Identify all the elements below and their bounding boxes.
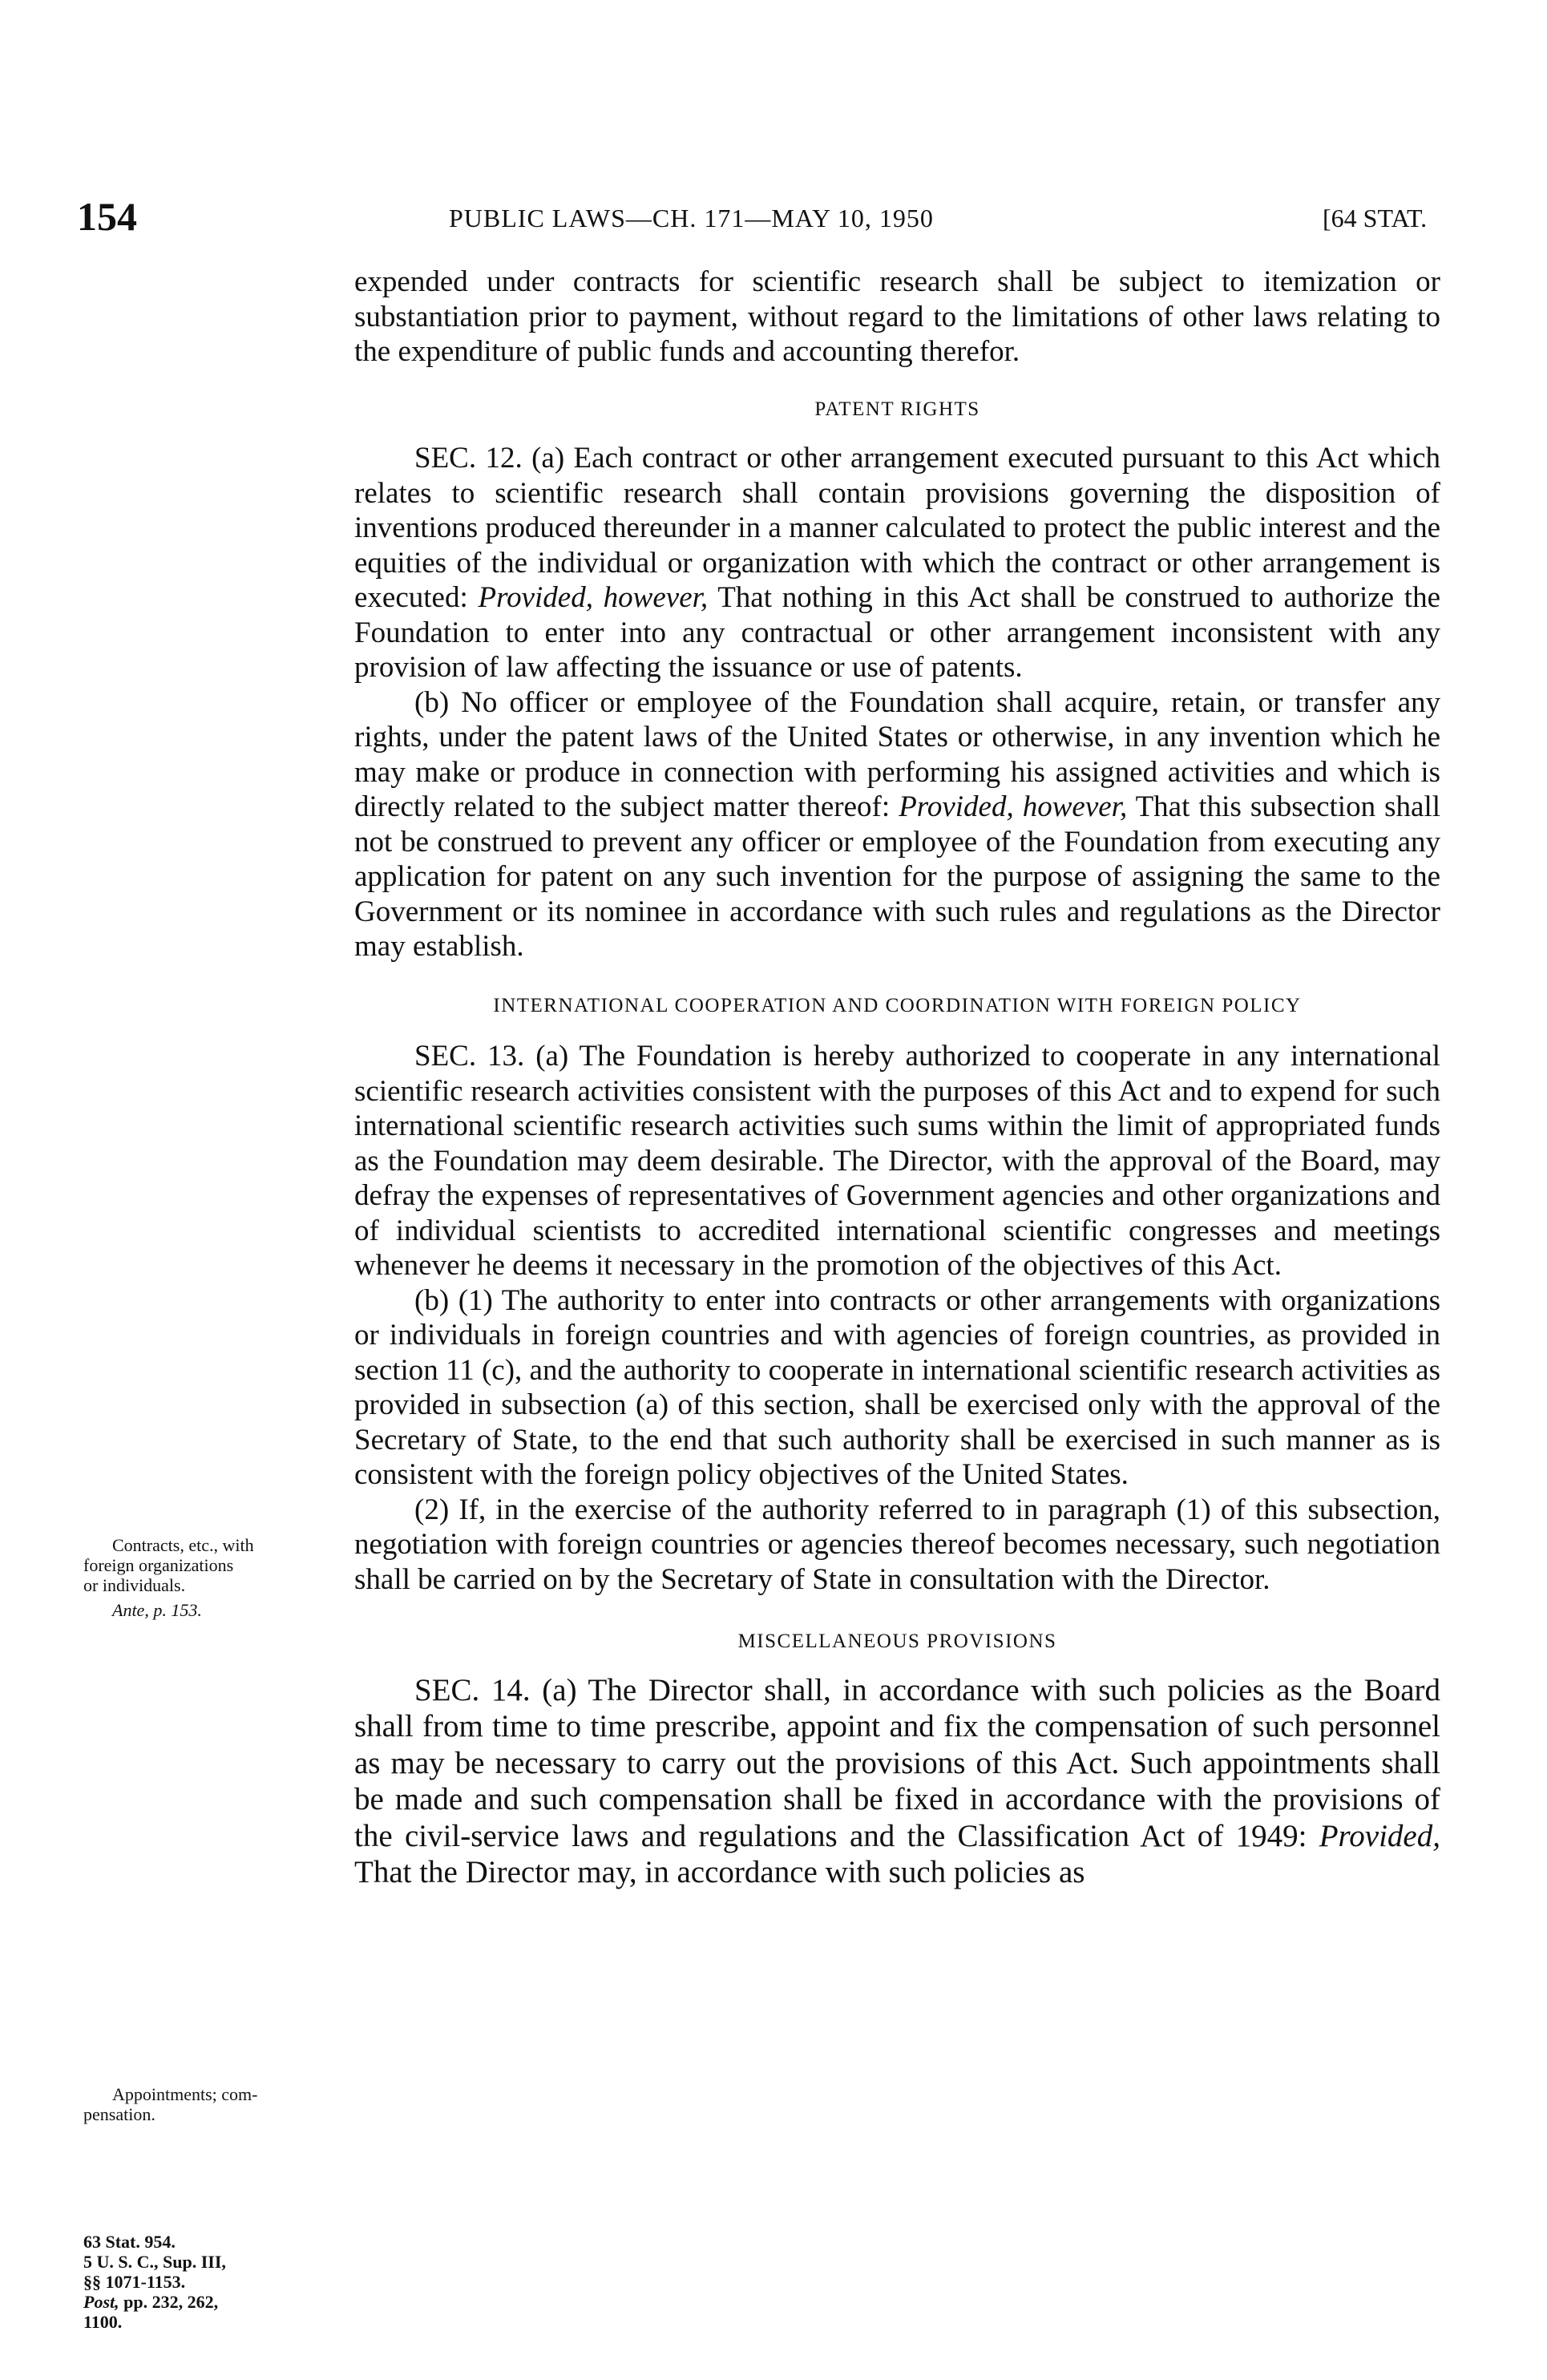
sec14-a-proviso: Provided, bbox=[1319, 1818, 1440, 1853]
stat-reference: [64 STAT. bbox=[1323, 204, 1428, 232]
margin-note-post: Post, bbox=[83, 2292, 119, 2312]
heading-miscellaneous: MISCELLANEOUS PROVISIONS bbox=[737, 1630, 1057, 1652]
sec12-b-text-1: (b) No officer or employee of the Foundation shall acquire, retain, or transfer any rights, under the patent laws of the United States or otherwise, in any invention which he may make or produce in connection with performing his assigned activities and which is directly related to the subject matter thereof: bbox=[354, 685, 1440, 823]
sec14-label: SEC. 14. bbox=[414, 1672, 531, 1707]
margin-note-reference: Ante, p. 153. bbox=[112, 1600, 202, 1620]
page-number: 154 bbox=[77, 194, 137, 239]
intro-paragraph: expended under contracts for scientific research shall be subject to itemization or substantiation prior to payment, without regard to the limitations of other laws relating to the expenditure of public funds and accounting therefor. bbox=[354, 265, 1440, 368]
sec12-a-paragraph bbox=[354, 441, 1440, 685]
sec13-b1-paragraph: (b) (1) The authority to enter into contracts or other arrangements with organizations or individuals in foreign countries and with agencies of foreign countries, as provided in section 11 (c), and the authority to cooperate in international scientific research activities as provided in subsection (a) of this section, shall be exercised only with the approval of the Secretary of State, to the end that such authority shall be exercised in such manner as is consistent with the foreign policy objectives of the United States. bbox=[354, 1283, 1440, 1491]
margin-note-appointments bbox=[83, 2084, 348, 2124]
sec12-a-proviso: Provided, however, bbox=[478, 581, 709, 614]
sec12-label: SEC. 12. bbox=[414, 442, 523, 475]
heading-international: INTERNATIONAL COOPERATION AND COORDINATION WITH FOREIGN POLICY bbox=[493, 994, 1302, 1016]
sec12-b-paragraph bbox=[354, 685, 1440, 964]
sec13-b2-paragraph: (2) If, in the exercise of the authority referred to in paragraph (1) of this subsection, negotiation with foreign countries or agencies thereof becomes necessary, such negotiation shall be carried on by the Secretary of State in consultation with the Director. bbox=[354, 1493, 1440, 1596]
sec13-a-text: (a) The Foundation is hereby authorized to cooperate in any international scientific research activities consistent with the purposes of this Act and to expend for such international scientific research activities such sums within the limit of appropriated funds as the Foundation may deem desirable. The Director, with the approval of the Board, may defray the expenses of representatives of Government agencies and other organizations and of individual scientists to accredited international scientific congresses and meetings whenever he deems it necessary in the promotion of the objectives of this Act. bbox=[354, 1040, 1441, 1282]
sec12-b-text-2: That this subsection shall not be construed to prevent any officer or employee of the Foundation from executing any application for patent on any such invention for the purpose of assigning the same to the Government or its nominee in accordance with such rules and regulations as the Director may establish. bbox=[354, 790, 1440, 963]
margin-note-line: pensation. bbox=[83, 2104, 156, 2124]
margin-note-line: §§ 1071-1153. bbox=[83, 2272, 186, 2292]
body-text bbox=[354, 265, 1440, 1891]
margin-note-citations bbox=[83, 2232, 348, 2332]
margin-note-line: 5 U. S. C., Sup. III, bbox=[83, 2252, 226, 2272]
margin-note-pages: pp. 232, 262, bbox=[119, 2292, 219, 2312]
margin-note-line: 63 Stat. 954. bbox=[83, 2232, 176, 2252]
margin-note-line: 1100. bbox=[83, 2312, 123, 2332]
sec12-a-text-1: (a) Each contract or other arrangement executed pursuant to this Act which relates to scientific research shall contain provisions governing the disposition of inventions produced thereunder in a manner calculated to protect the public interest and the equities of the individual or organization with which the contract or other arrangement is executed: bbox=[354, 442, 1441, 614]
margin-note-line: Appointments; com- bbox=[112, 2084, 258, 2104]
sec13-a-paragraph bbox=[354, 1039, 1440, 1283]
sec12-a-text-2: That nothing in this Act shall be construed to authorize the Foundation to enter into any contractual or other arrangement inconsistent with any provision of law affecting the issuance or use of patents. bbox=[354, 581, 1441, 684]
margin-note-contracts bbox=[83, 1535, 348, 1620]
sec14-a-text-2: That the Director may, in accordance with such policies as bbox=[354, 1855, 1085, 1889]
margin-note-line: foreign organizations bbox=[83, 1555, 234, 1575]
heading-patent-rights: PATENT RIGHTS bbox=[814, 398, 980, 420]
sec13-label: SEC. 13. bbox=[414, 1040, 525, 1073]
margin-note-line: Contracts, etc., with bbox=[112, 1535, 254, 1555]
margin-note-line bbox=[83, 2292, 348, 2312]
margin-note-line: or individuals. bbox=[83, 1575, 186, 1595]
sec14-a-text-1: (a) The Director shall, in accordance with such policies as the Board shall from time to time prescribe, appoint and fix the compensation of such personnel as may be necessary to carry out the provisions of this Act. Such appointments shall be made and such compensation shall be fixed in accordance with the provisions of the civil-service laws and regulations and the Classification Act of 1949: bbox=[354, 1672, 1440, 1853]
sec14-a-paragraph bbox=[354, 1672, 1440, 1891]
sec12-b-proviso: Provided, however, bbox=[899, 790, 1128, 823]
running-head: PUBLIC LAWS—CH. 171—MAY 10, 1950 bbox=[449, 204, 934, 232]
